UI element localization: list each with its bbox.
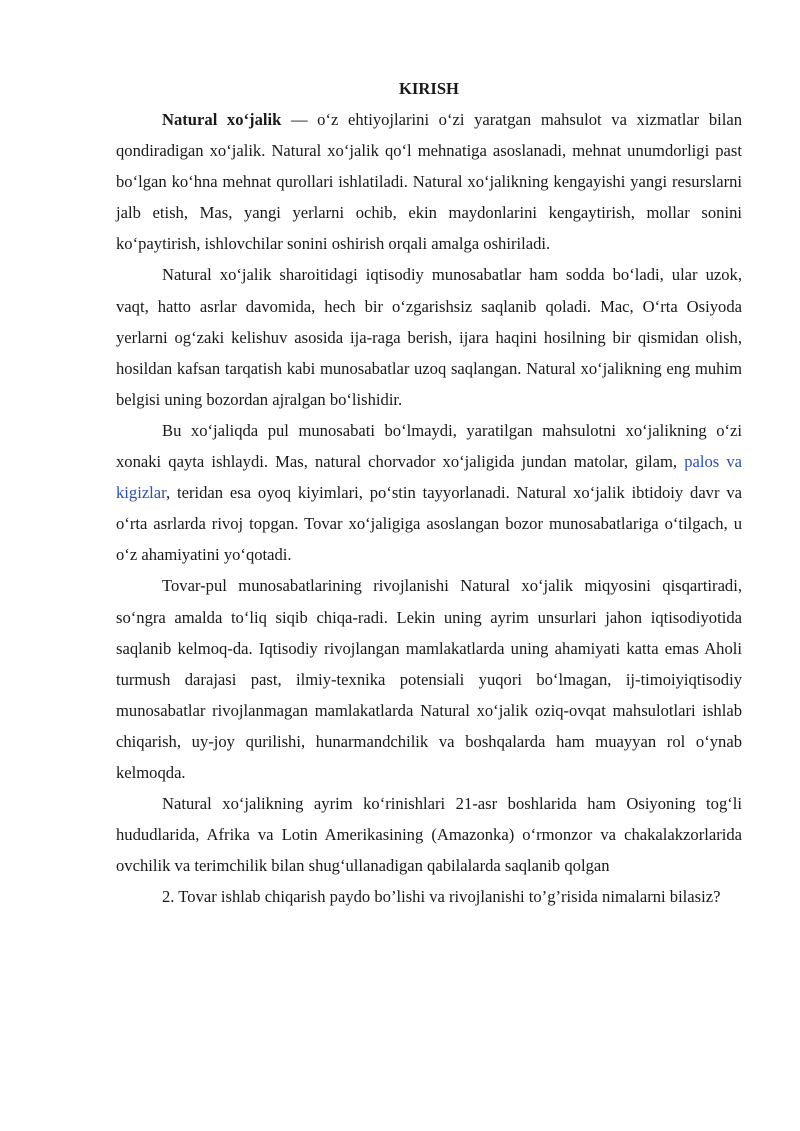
paragraph-no-money: [116, 415, 742, 570]
paragraph-text: , teridan esa oyoq kiyimlari, po‘stin tayyorlanadi. Natural xo‘jalik ibtidoiy davr va o‘rta asrlarda rivoj topgan. Tovar xo‘jaligiga asoslangan bozor munosabatlariga o‘tilgach, u o‘z ahamiyatini yo‘qotadi.: [116, 483, 742, 565]
palos-link[interactable]: palos va kigizlar: [116, 452, 742, 503]
paragraph-text: Bu xo‘jaliqda pul munosabati bo‘lmaydi, yaratilgan mahsulotni xo‘jalikning o‘zi xonaki qayta ishlaydi. Mas, natural chorvador xo‘jaligida jundan matolar, gilam,: [116, 420, 742, 472]
document-page: [116, 0, 742, 912]
paragraph-text: — o‘z ehtiyojlarini o‘zi yaratgan mahsulot va xizmatlar bilan qondiradigan xo‘jalik. Natural xo‘jalik qo‘l mehnatiga asoslanadi, mehnat unumdorligi past bo‘lgan ko‘hna mehnat qurollari ishlatiladi. Natural xo‘jalikning kengayishi yangi resurslarni jalb etish, Mas, yangi yerlarni ochib, ekin maydonlarini kengaytirish, mollar sonini ko‘paytirish, ishlovchilar sonini oshirish orqali amalga oshiriladi.: [116, 110, 742, 254]
page-title: KIRISH: [399, 79, 459, 98]
paragraph-commodity-money: Tovar-pul munosabatlarining rivojlanishi Natural xo‘jalik miqyosini qisqartiradi, so‘ngra amalda to‘liq siqib chiqa-radi. Lekin uning ayrim unsurlari jahon iqtisodiyotida saqlanib kelmoq-da. Iqtisodiy rivojlangan mamlakatlarda uning ahamiyati katta emas Aholi turmush darajasi past, ilmiy-texnika potensiali yuqori bo‘lmagan, ij-timoiyiqtisodiy munosabatlar rivojlanmagan mamlakatlarda Natural xo‘jalik oziq-ovqat mahsulotlari ishlab chiqarish, uy-joy qurilishi, hunarmandchilik va boshqalarda ham muayyan rol o‘ynab kelmoqda.: [116, 576, 742, 782]
defined-term: Natural xo‘jalik: [162, 110, 282, 129]
question-2: 2. Tovar ishlab chiqarish paydo bo’lishi va rivojlanishi to’g’risida nimalarni bilasiz?: [162, 887, 721, 907]
paragraph-definition: [116, 104, 742, 259]
paragraph-economic-relations: Natural xo‘jalik sharoitidagi iqtisodiy munosabatlar ham sodda bo‘ladi, ular uzok, vaqt, hatto asrlar davomida, hech bir o‘zgarishsiz saqlanib qoladi. Mac, O‘rta Osiyoda yerlarni og‘zaki kelishuv asosida ija-raga berish, ijara haqini hosilning bir qismidan olish, hosildan kafsan tarqatish kabi munosabatlar uzoq saqlangan. Natural xo‘jalikning eng muhim belgisi uning bozordan ajralgan bo‘lishidir.: [116, 265, 742, 409]
paragraph-remnants: Natural xo‘jalikning ayrim ko‘rinishlari 21-asr boshlarida ham Osiyoning tog‘li hududlarida, Afrika va Lotin Amerikasining (Amazonka) o‘rmonzor va chakalakzorlarida ovchilik va terimchilik bilan shug‘ullanadigan qabilalarda saqlanib qolgan: [116, 794, 742, 876]
